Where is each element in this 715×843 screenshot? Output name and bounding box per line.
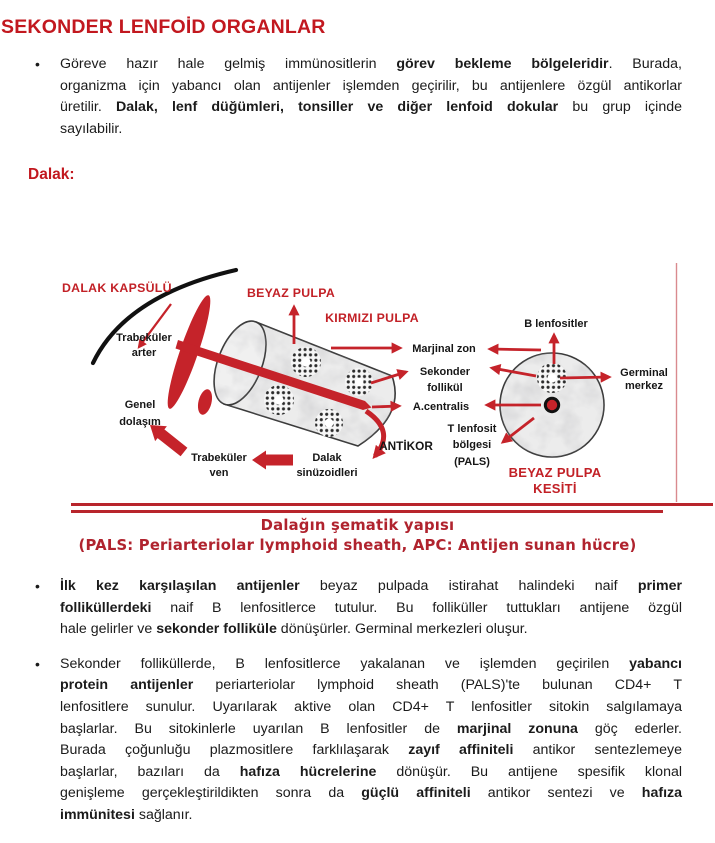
- svg-text:merkez: merkez: [625, 380, 663, 392]
- bullet-item: [35, 54, 682, 140]
- vein-block-arrow: [252, 451, 293, 470]
- svg-text:sinüzoidleri: sinüzoidleri: [296, 467, 358, 479]
- body-paragraphs: [35, 576, 682, 827]
- label-dalak-kapsulu: DALAK KAPSÜLÜ: [62, 281, 172, 295]
- label-germinal-merkez: Germinal: [620, 367, 668, 379]
- bullet-item: [35, 576, 682, 641]
- label-dalak-sinuzoidleri: Dalak: [312, 452, 342, 464]
- bullet-text: Sekonder folliküllerde, B lenfositlerce yakalanan ve işlemden geçirilen yabancı protein antijenler periarteriolar lymphoid sheath (PALS)'te bulunan CD4+ T lenfositlere sunulur. Uyarılarak aktive olan CD4+ T lenfositler sitokin salgılamaya başlarlar. Bu sitokinlerle uyarılan B lenfositler de marjinal zonuna göç ederler. Burada çoğunluğu plazmositlere farklılaşarak zayıf affiniteli antikor sentezlemeye başlarlar, bazıları da hafıza hücrelerine dönüşür. Bu antijene spesifik klonal genişleme gerçekleştirildikten sonra da güçlü affiniteli antikor sentezi ve hafıza immünitesi sağlanır.: [60, 655, 682, 823]
- figure-caption-line1: Dalağın şematik yapısı: [260, 517, 455, 534]
- svg-text:ven: ven: [209, 467, 229, 479]
- label-beyaz-pulpa: BEYAZ PULPA: [246, 286, 336, 300]
- label-a-centralis: A.centralis: [412, 401, 470, 413]
- label-trabekuler-arter: Trabeküler: [116, 332, 172, 344]
- label-trabekuler-ven: Trabeküler: [191, 452, 247, 464]
- svg-text:bölgesi: bölgesi: [452, 439, 492, 451]
- figure-caption-line2: (PALS: Periarteriolar lymphoid sheath, APC: Antijen sunan hücre): [78, 537, 637, 554]
- bullet-dot-icon: •: [35, 578, 40, 594]
- svg-text:arter: arter: [131, 347, 157, 359]
- page-title: SEKONDER LENFOİD ORGANLAR: [1, 16, 326, 38]
- label-kirmizi-pulpa: KIRMIZI PULPA: [325, 311, 419, 325]
- bullet-item: [35, 654, 682, 827]
- section-heading-dalak: Dalak:: [28, 166, 75, 183]
- figure-caption: [0, 516, 715, 556]
- intro-paragraph: [35, 54, 682, 140]
- label-t-lenfosit: T lenfosit: [447, 423, 497, 435]
- separator-line-bottom: [71, 510, 663, 513]
- label-antikor: ANTİKOR: [379, 439, 433, 453]
- spleen-diagram: [0, 255, 715, 505]
- bullet-dot-icon: •: [35, 655, 40, 672]
- bullet-text: Göreve hazır hale gelmiş immünositlerin görev bekleme bölgeleridir. Burada, organizma için yabancı olan antijenler işlemden geçirilir, bu antijenlere özgül antikorlar üretilir. Dalak, lenf düğümleri, tonsiller ve diğer lenfoid dokular bu grup içinde sayılabilir.: [60, 56, 683, 137]
- svg-text:follikül: follikül: [427, 382, 463, 394]
- label-sekonder-follikul: Sekonder: [419, 366, 471, 378]
- separator-line-top: [71, 503, 713, 506]
- label-beyaz-pulpa-kesiti: BEYAZ PULPA: [508, 465, 602, 480]
- svg-text:(PALS): (PALS): [454, 456, 490, 468]
- svg-text:dolaşım: dolaşım: [119, 416, 161, 428]
- label-marjinal-zon: Marjinal zon: [412, 343, 476, 355]
- bullet-text: İlk kez karşılaşılan antijenler beyaz pulpada istirahat halindeki naif primer folliküllerdeki naif B lenfositlerce tutulur. Bu folliküller tuttukları antijene özgül hale gelirler ve sekonder folliküle dönüşürler. Germinal merkezleri oluşur.: [60, 578, 682, 638]
- circulation-block-arrow: [150, 425, 187, 456]
- bullet-dot-icon: •: [35, 56, 40, 72]
- label-b-lenfositler: B lenfositler: [524, 318, 588, 330]
- label-genel-dolasim: Genel: [124, 399, 156, 411]
- label-beyaz-pulpa-kesiti-2: KESİTİ: [533, 481, 577, 496]
